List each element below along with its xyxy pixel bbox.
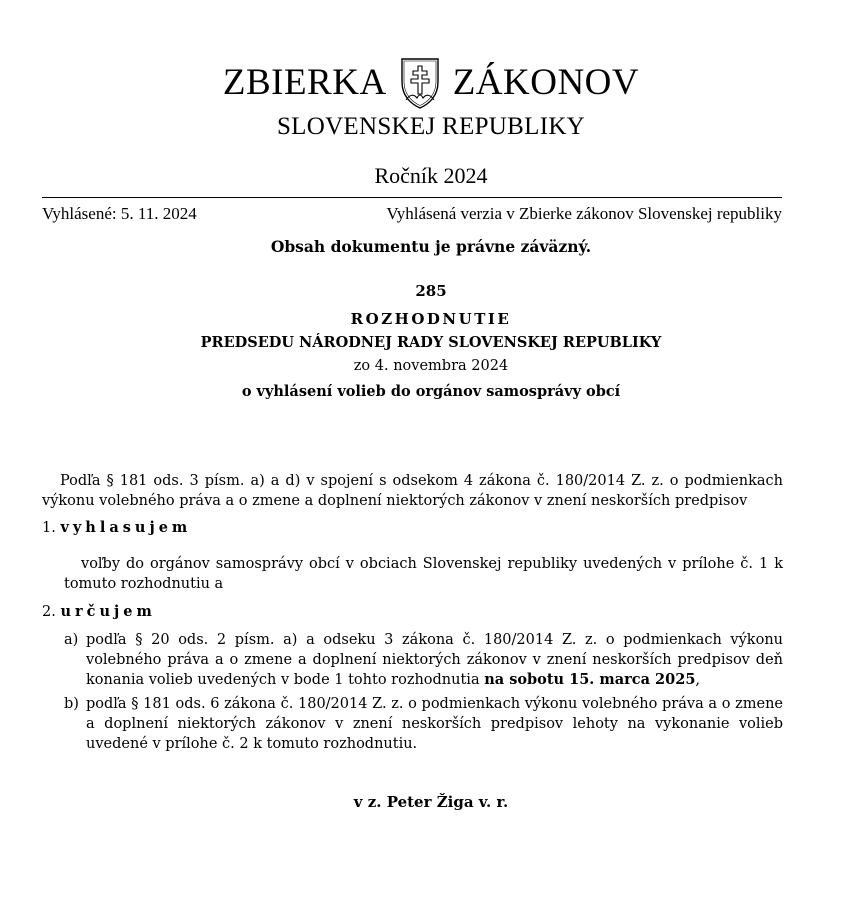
item-2b-label: b) [64, 696, 79, 712]
item-2b-text: podľa § 181 ods. 6 zákona č. 180/2014 Z. z. o podmienkach výkonu volebného práva a o zmene a doplnení niektorých zákonov v znení neskorších predpisov lehoty na vykonanie volieb uvedené v prílohe č. 2 k tomuto rozhodnutiu. [86, 696, 783, 752]
masthead-subtitle: SLOVENSKEJ REPUBLIKY [276, 113, 586, 140]
slovak-coat-of-arms-icon [397, 56, 443, 110]
announced-date: Vyhlásené: 5. 11. 2024 [42, 204, 197, 223]
item-2a-label: a) [64, 632, 79, 648]
item-2-heading [42, 603, 156, 620]
item-2a-body: podľa § 20 ods. 2 písm. a) a odseku 3 zákona č. 180/2014 Z. z. o podmienkach výkonu volebného práva a o zmene a doplnení niektorých zákonov v znení neskorších predpisov deň konania volieb uvedených v bode 1 tohto rozhodnutia [86, 632, 783, 688]
document-date: zo 4. novembra 2024 [353, 358, 509, 374]
item-2-verb: určujem [60, 603, 156, 620]
masthead-title-left: ZBIERKA [222, 62, 387, 103]
binding-notice: Obsah dokumentu je právne záväzný. [270, 237, 592, 256]
volume-year: Ročník 2024 [374, 163, 488, 188]
item-2a-text [86, 630, 783, 690]
version-note: Vyhlásená verzia v Zbierke zákonov Slovenskej republiky [386, 204, 782, 223]
meta-row [42, 204, 782, 224]
item-1-heading [42, 519, 191, 536]
document-subject: o vyhlásení volieb do orgánov samosprávy obcí [241, 383, 621, 400]
item-1-verb: vyhlasujem [60, 519, 192, 536]
item-2a [64, 630, 783, 690]
item-1-text: voľby do orgánov samosprávy obcí v obciach Slovenskej republiky uvedených v prílohe č. 1 k tomuto rozhodnutiu a [64, 556, 783, 592]
election-date-emphasis: na sobotu 15. marca 2025 [484, 671, 696, 688]
item-1-number: 1. [42, 520, 56, 536]
signature: v z. Peter Žiga v. r. [353, 793, 509, 811]
header-divider [42, 197, 782, 198]
document-number: 285 [415, 282, 447, 300]
item-2-number: 2. [42, 604, 56, 620]
document-issuer: PREDSEDU NÁRODNEJ RADY SLOVENSKEJ REPUBLIKY [200, 334, 662, 351]
intro-paragraph: Podľa § 181 ods. 3 písm. a) a d) v spojení s odsekom 4 zákona č. 180/2014 Z. z. o podmienkach výkonu volebného práva a o zmene a doplnení niektorých zákonov v znení neskorších predpisov [42, 473, 783, 509]
document-type: ROZHODNUTIE [350, 310, 512, 328]
masthead-title-right: ZÁKONOV [452, 62, 640, 103]
item-2b [64, 694, 783, 754]
item-2a-tail: , [695, 672, 701, 688]
masthead [0, 56, 862, 141]
